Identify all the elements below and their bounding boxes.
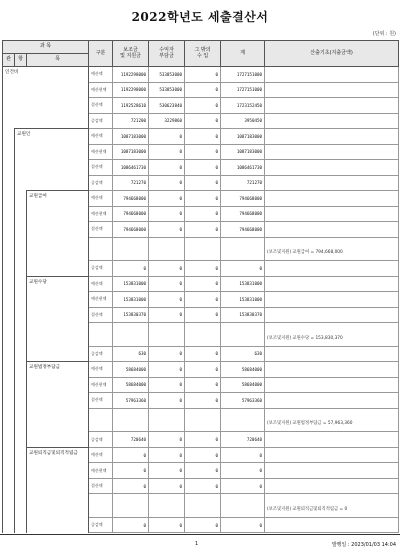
memo-row <box>3 408 399 432</box>
table-row <box>3 129 399 145</box>
row-class: 증감액 <box>89 261 113 277</box>
amount-cell <box>185 323 221 347</box>
amount-cell: 1192528610 <box>113 98 149 114</box>
amount-cell: 0 <box>185 276 221 292</box>
header-beneficiary-text: 수익자 부담금 <box>159 47 174 59</box>
amount-cell <box>221 237 265 261</box>
amount-cell: 0 <box>149 160 185 176</box>
row-class: 결산액 <box>89 98 113 114</box>
table-row <box>3 377 399 393</box>
amount-cell: 794668000 <box>113 222 149 238</box>
calculation-basis <box>265 144 399 160</box>
indent-gutter <box>15 447 27 463</box>
row-class <box>89 494 113 518</box>
amount-cell: 0 <box>113 517 149 533</box>
amount-cell: 0 <box>185 393 221 409</box>
amount-cell: 533853000 <box>149 82 185 98</box>
amount-cell: 0 <box>221 261 265 277</box>
printed-date: 발행일 : 2023/01/03 14:04 <box>331 542 396 548</box>
item-name-continued <box>27 307 89 323</box>
amount-cell: 0 <box>185 307 221 323</box>
amount-cell: 721270 <box>113 175 149 191</box>
amount-cell: 533853000 <box>149 67 185 83</box>
indent-gutter <box>15 222 27 238</box>
indent-gutter <box>3 292 15 308</box>
item-name-continued <box>27 432 89 448</box>
amount-cell: 0 <box>185 346 221 362</box>
amount-cell: 0 <box>149 261 185 277</box>
amount-cell: 1727151000 <box>221 82 265 98</box>
amount-cell: 0 <box>185 463 221 479</box>
indent-gutter <box>15 323 27 347</box>
row-class: 예산현액 <box>89 463 113 479</box>
table-row <box>3 160 399 176</box>
amount-cell: 721200 <box>113 113 149 129</box>
calculation-basis <box>265 478 399 494</box>
amount-cell: 1192298000 <box>113 67 149 83</box>
amount-cell: 57963360 <box>221 393 265 409</box>
table-row <box>3 144 399 160</box>
calculation-basis <box>265 222 399 238</box>
item-name: 교원퇴직금및퇴직적립금 <box>27 447 89 463</box>
amount-cell <box>185 408 221 432</box>
amount-cell: 0 <box>149 191 185 207</box>
amount-cell: 794668000 <box>221 222 265 238</box>
item-name-continued <box>27 377 89 393</box>
amount-cell: 720640 <box>113 432 149 448</box>
indent-gutter <box>3 175 15 191</box>
table-row <box>3 175 399 191</box>
row-class: 증감액 <box>89 432 113 448</box>
item-name-continued <box>27 261 89 277</box>
calculation-basis <box>265 206 399 222</box>
amount-cell: 3229860 <box>149 113 185 129</box>
amount-cell: 1086461730 <box>221 160 265 176</box>
calculation-basis: (보조및지원) 교원퇴직금및퇴직적립금 = 0 <box>265 494 399 518</box>
calculation-basis <box>265 517 399 533</box>
table-row <box>3 191 399 207</box>
header-jang: 관 <box>3 54 15 67</box>
indent-gutter <box>3 393 15 409</box>
table-row <box>3 517 399 533</box>
indent-gutter <box>15 517 27 533</box>
table-row <box>3 432 399 448</box>
item-name-continued <box>27 517 89 533</box>
indent-gutter <box>15 408 27 432</box>
amount-cell: 0 <box>149 478 185 494</box>
indent-gutter <box>3 362 15 378</box>
indent-gutter <box>3 261 15 277</box>
calculation-basis <box>265 67 399 83</box>
amount-cell: 0 <box>185 222 221 238</box>
calculation-basis <box>265 160 399 176</box>
indent-gutter <box>3 191 15 207</box>
indent-gutter <box>3 463 15 479</box>
item-name-continued <box>27 346 89 362</box>
calculation-basis <box>265 98 399 114</box>
amount-cell: 0 <box>185 377 221 393</box>
indent-gutter <box>3 346 15 362</box>
row-class: 예산현액 <box>89 292 113 308</box>
indent-gutter <box>15 478 27 494</box>
item-name-continued <box>15 160 89 176</box>
amount-cell: 1087183000 <box>113 144 149 160</box>
indent-gutter <box>15 237 27 261</box>
amount-cell: 0 <box>185 98 221 114</box>
amount-cell: 58684000 <box>113 377 149 393</box>
indent-gutter <box>15 346 27 362</box>
calculation-basis <box>265 447 399 463</box>
item-name: 교원법정부담금 <box>27 362 89 378</box>
header-class: 구분 <box>89 41 113 67</box>
table-row <box>3 346 399 362</box>
amount-cell: 720640 <box>221 432 265 448</box>
calculation-basis <box>265 362 399 378</box>
unit-label: (단위 : 원) <box>372 31 396 37</box>
amount-cell: 58684000 <box>113 362 149 378</box>
item-name-continued <box>27 408 89 432</box>
indent-gutter <box>15 362 27 378</box>
amount-cell <box>113 408 149 432</box>
memo-row <box>3 494 399 518</box>
calculation-basis <box>265 432 399 448</box>
row-class <box>89 408 113 432</box>
calculation-basis: (보조및지원) 교원수당 = 153,830,370 <box>265 323 399 347</box>
amount-cell: 0 <box>149 307 185 323</box>
amount-cell: 0 <box>185 144 221 160</box>
amount-cell: 0 <box>149 129 185 145</box>
indent-gutter <box>15 206 27 222</box>
amount-cell: 794668000 <box>221 206 265 222</box>
amount-cell: 58684000 <box>221 362 265 378</box>
amount-cell: 0 <box>185 292 221 308</box>
indent-gutter <box>15 191 27 207</box>
amount-cell: 0 <box>185 82 221 98</box>
amount-cell: 1087183000 <box>113 129 149 145</box>
table-row <box>3 82 399 98</box>
amount-cell: 1087183000 <box>221 144 265 160</box>
amount-cell: 0 <box>113 261 149 277</box>
amount-cell: 0 <box>185 160 221 176</box>
table-row <box>3 393 399 409</box>
amount-cell: 0 <box>185 129 221 145</box>
amount-cell: 0 <box>149 206 185 222</box>
indent-gutter <box>15 307 27 323</box>
amount-cell: 0 <box>185 261 221 277</box>
calculation-basis: (보조및지원) 교원법정부담금 = 57,963,360 <box>265 408 399 432</box>
amount-cell <box>185 237 221 261</box>
calculation-basis <box>265 82 399 98</box>
row-class: 예산액 <box>89 447 113 463</box>
indent-gutter <box>3 237 15 261</box>
table-row <box>3 478 399 494</box>
amount-cell: 0 <box>185 432 221 448</box>
row-class: 결산액 <box>89 160 113 176</box>
amount-cell: 0 <box>185 191 221 207</box>
page-title: 2022학년도 세출결산서 <box>131 10 269 24</box>
amount-cell <box>149 408 185 432</box>
indent-gutter <box>15 494 27 518</box>
row-class: 예산현액 <box>89 144 113 160</box>
amount-cell: 0 <box>185 206 221 222</box>
amount-cell: 0 <box>149 222 185 238</box>
header-other-income <box>185 41 221 67</box>
table-row <box>3 222 399 238</box>
calculation-basis <box>265 307 399 323</box>
indent-gutter <box>15 393 27 409</box>
amount-cell <box>149 323 185 347</box>
amount-cell: 153831000 <box>221 292 265 308</box>
amount-cell: 1723152450 <box>221 98 265 114</box>
amount-cell: 630 <box>221 346 265 362</box>
table-row <box>3 463 399 479</box>
row-class: 증감액 <box>89 517 113 533</box>
indent-gutter <box>3 408 15 432</box>
amount-cell: 794668000 <box>113 206 149 222</box>
amount-cell <box>185 494 221 518</box>
indent-gutter <box>15 276 27 292</box>
row-class: 결산액 <box>89 478 113 494</box>
item-name-continued <box>15 144 89 160</box>
row-class: 결산액 <box>89 307 113 323</box>
calculation-basis <box>265 175 399 191</box>
table-row <box>3 362 399 378</box>
item-name-continued <box>27 222 89 238</box>
amount-cell <box>221 323 265 347</box>
table-row <box>3 261 399 277</box>
amount-cell: 0 <box>149 362 185 378</box>
amount-cell: 794668000 <box>221 191 265 207</box>
calculation-basis <box>265 377 399 393</box>
footer-divider <box>0 534 400 535</box>
header-beneficiary <box>149 41 185 67</box>
indent-gutter <box>3 447 15 463</box>
amount-cell: 794668000 <box>113 191 149 207</box>
amount-cell: 0 <box>221 517 265 533</box>
indent-gutter <box>3 517 15 533</box>
indent-gutter <box>3 160 15 176</box>
amount-cell: 0 <box>185 478 221 494</box>
amount-cell: 0 <box>149 463 185 479</box>
indent-gutter <box>3 222 15 238</box>
item-name-continued <box>3 113 89 129</box>
indent-gutter <box>3 307 15 323</box>
item-name-continued <box>27 478 89 494</box>
calculation-basis <box>265 261 399 277</box>
amount-cell: 0 <box>149 393 185 409</box>
amount-cell: 0 <box>185 113 221 129</box>
item-name-continued <box>3 82 89 98</box>
row-class: 예산현액 <box>89 82 113 98</box>
table-row <box>3 292 399 308</box>
table-row <box>3 98 399 114</box>
amount-cell: 153831000 <box>113 276 149 292</box>
amount-cell: 530623840 <box>149 98 185 114</box>
row-class: 예산액 <box>89 129 113 145</box>
calculation-basis <box>265 463 399 479</box>
row-class: 예산현액 <box>89 377 113 393</box>
memo-row <box>3 237 399 261</box>
indent-gutter <box>3 323 15 347</box>
item-name: 교원급여 <box>27 191 89 207</box>
item-name-continued <box>27 206 89 222</box>
header-other-income-text: 그 밖의 수 입 <box>194 47 211 59</box>
header-subsidy-text: 보조금 및 지원금 <box>120 47 141 59</box>
table-row <box>3 206 399 222</box>
amount-cell: 1086461730 <box>113 160 149 176</box>
calculation-basis <box>265 346 399 362</box>
item-name: 교원수당 <box>27 276 89 292</box>
row-class: 증감액 <box>89 346 113 362</box>
amount-cell: 0 <box>185 67 221 83</box>
item-name-continued <box>3 98 89 114</box>
amount-cell: 1087183000 <box>221 129 265 145</box>
calculation-basis <box>265 292 399 308</box>
row-class: 결산액 <box>89 393 113 409</box>
amount-cell: 57963360 <box>113 393 149 409</box>
item-name-continued <box>27 494 89 518</box>
amount-cell: 0 <box>221 447 265 463</box>
amount-cell: 153830370 <box>221 307 265 323</box>
calculation-basis <box>265 276 399 292</box>
table-row <box>3 113 399 129</box>
indent-gutter <box>3 432 15 448</box>
table-row <box>3 276 399 292</box>
amount-cell: 630 <box>113 346 149 362</box>
amount-cell: 0 <box>185 175 221 191</box>
amount-cell <box>149 237 185 261</box>
item-name-continued <box>27 292 89 308</box>
indent-gutter <box>3 144 15 160</box>
calculation-basis <box>265 113 399 129</box>
page-number: 1 <box>195 541 199 547</box>
row-class <box>89 237 113 261</box>
header-mok: 목 <box>27 54 89 67</box>
row-class: 예산액 <box>89 276 113 292</box>
indent-gutter <box>3 276 15 292</box>
amount-cell: 0 <box>185 362 221 378</box>
row-class: 예산액 <box>89 362 113 378</box>
row-class: 예산액 <box>89 191 113 207</box>
calculation-basis <box>265 191 399 207</box>
indent-gutter <box>3 129 15 145</box>
amount-cell: 0 <box>113 447 149 463</box>
calculation-basis <box>265 129 399 145</box>
calculation-basis: (보조및지원) 교원급여 = 794,668,000 <box>265 237 399 261</box>
item-name-continued <box>27 237 89 261</box>
amount-cell: 153831000 <box>113 292 149 308</box>
amount-cell: 0 <box>149 517 185 533</box>
indent-gutter <box>15 463 27 479</box>
amount-cell: 0 <box>185 447 221 463</box>
amount-cell: 0 <box>149 276 185 292</box>
amount-cell <box>221 408 265 432</box>
memo-row <box>3 323 399 347</box>
amount-cell: 153831000 <box>221 276 265 292</box>
header-basis: 산출기초(지출금액) <box>265 41 399 67</box>
amount-cell: 0 <box>149 144 185 160</box>
row-class: 예산현액 <box>89 206 113 222</box>
amount-cell: 0 <box>113 463 149 479</box>
header-subject: 과 목 <box>3 41 89 54</box>
header-hang: 항 <box>15 54 27 67</box>
row-class: 증감액 <box>89 175 113 191</box>
indent-gutter <box>15 261 27 277</box>
table-row <box>3 67 399 83</box>
amount-cell: 0 <box>149 432 185 448</box>
table-row <box>3 307 399 323</box>
amount-cell <box>113 494 149 518</box>
row-class: 증감액 <box>89 113 113 129</box>
amount-cell: 153830370 <box>113 307 149 323</box>
settlement-table <box>2 40 399 533</box>
amount-cell: 0 <box>149 175 185 191</box>
row-class: 예산액 <box>89 67 113 83</box>
header-row-top <box>3 41 399 54</box>
amount-cell: 1192298000 <box>113 82 149 98</box>
indent-gutter <box>15 292 27 308</box>
item-name: 교원인 <box>15 129 89 145</box>
indent-gutter <box>3 478 15 494</box>
indent-gutter <box>3 377 15 393</box>
indent-gutter <box>3 206 15 222</box>
header-total: 계 <box>221 41 265 67</box>
amount-cell: 0 <box>149 346 185 362</box>
amount-cell: 721270 <box>221 175 265 191</box>
amount-cell: 3950450 <box>221 113 265 129</box>
item-name: 인건비 <box>3 67 89 83</box>
item-name-continued <box>15 175 89 191</box>
table-row <box>3 447 399 463</box>
amount-cell <box>221 494 265 518</box>
amount-cell <box>113 237 149 261</box>
amount-cell: 0 <box>149 447 185 463</box>
amount-cell: 0 <box>113 478 149 494</box>
amount-cell: 1727151000 <box>221 67 265 83</box>
amount-cell: 0 <box>185 517 221 533</box>
row-class <box>89 323 113 347</box>
calculation-basis <box>265 393 399 409</box>
amount-cell: 58684000 <box>221 377 265 393</box>
indent-gutter <box>15 377 27 393</box>
amount-cell: 0 <box>149 377 185 393</box>
indent-gutter <box>3 494 15 518</box>
item-name-continued <box>27 463 89 479</box>
amount-cell: 0 <box>149 292 185 308</box>
indent-gutter <box>15 432 27 448</box>
ledger-body <box>3 67 399 533</box>
amount-cell <box>113 323 149 347</box>
item-name-continued <box>27 323 89 347</box>
amount-cell: 0 <box>221 463 265 479</box>
amount-cell: 0 <box>221 478 265 494</box>
item-name-continued <box>27 393 89 409</box>
amount-cell <box>149 494 185 518</box>
header-subsidy <box>113 41 149 67</box>
row-class: 결산액 <box>89 222 113 238</box>
